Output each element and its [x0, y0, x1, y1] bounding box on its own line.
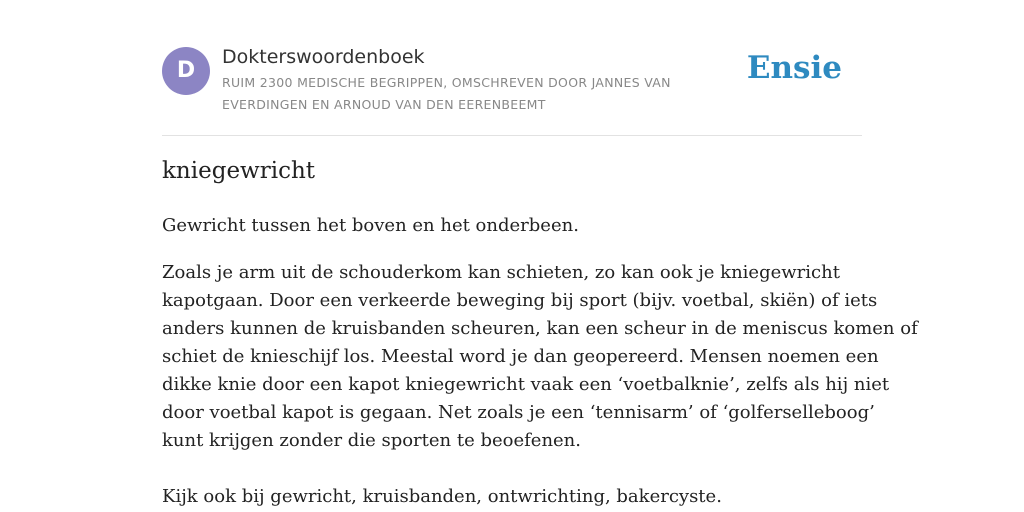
dictionary-header [162, 46, 862, 136]
entry-body-line: kunt krijgen zonder die sporten te beoefenen. [162, 430, 582, 451]
entry-definition: Gewricht tussen het boven en het onderbeen. [162, 215, 579, 236]
entry-term: kniegewricht [162, 158, 316, 184]
entry-body-line: Zoals je arm uit de schouderkom kan schieten, zo kan ook je kniegewricht [162, 262, 840, 283]
entry-body-line: anders kunnen de kruisbanden scheuren, kan een scheur in de meniscus komen of [162, 318, 918, 339]
entry-body-line: schiet de knieschijf los. Meestal word je dan geopereerd. Mensen noemen een [162, 346, 879, 367]
entry-see-also: Kijk ook bij gewricht, kruisbanden, ontwrichting, bakercyste. [162, 486, 722, 507]
header-divider [162, 135, 862, 136]
dictionary-avatar[interactable]: D [162, 47, 210, 95]
entry-body [162, 259, 918, 455]
ensie-logo-link[interactable]: Ensie [746, 50, 842, 86]
entry-body-line: dikke knie door een kapot kniegewricht vaak een ‘voetbalknie’, zelfs als hij niet [162, 374, 890, 395]
entry-body-line: kapotgaan. Door een verkeerde beweging bij sport (bijv. voetbal, skiën) of iets [162, 290, 878, 311]
dictionary-title[interactable]: Dokterswoordenboek [222, 46, 425, 68]
dictionary-subtitle: RUIM 2300 MEDISCHE BEGRIPPEN, OMSCHREVEN DOOR JANNES VAN EVERDINGEN EN ARNOUD VAN DEN EERENBEEMT [222, 75, 671, 112]
entry-body-line: door voetbal kapot is gegaan. Net zoals je een ‘tennisarm’ of ‘golferselleboog’ [162, 402, 875, 423]
